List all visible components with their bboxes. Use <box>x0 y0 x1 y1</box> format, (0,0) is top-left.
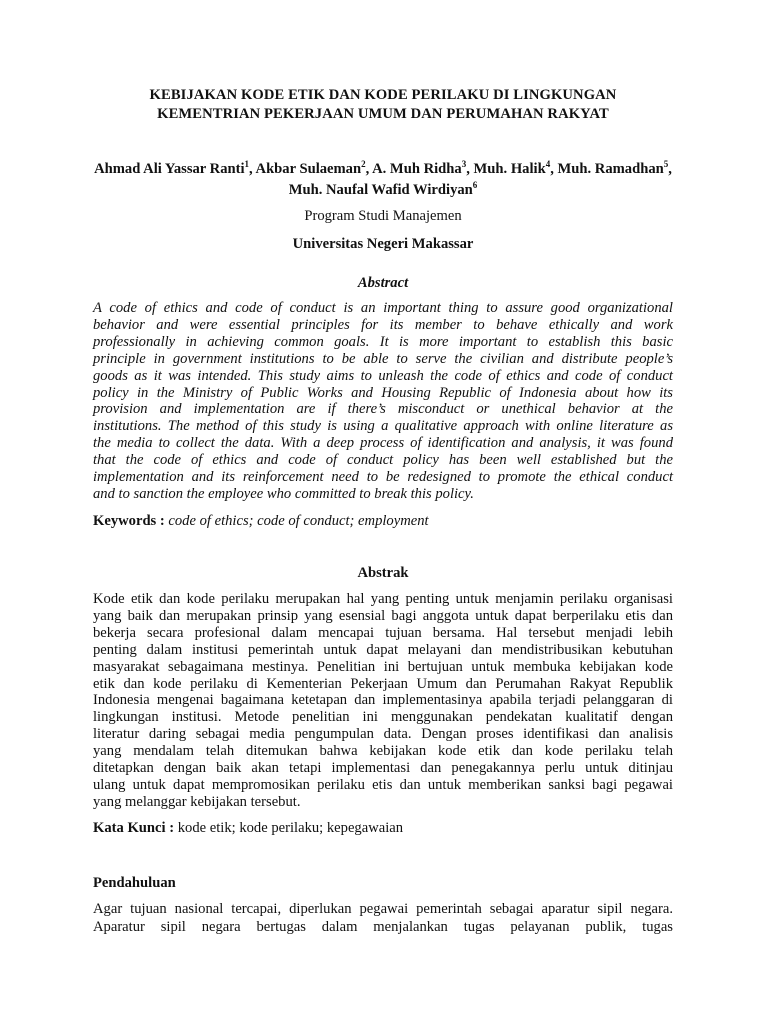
author-name: Muh. Halik <box>473 161 546 177</box>
pendahuluan-line: Aparatur sipil negara bertugas dalam menjalankan tugas pelayanan publik, tugas <box>93 918 673 935</box>
abstrak-body <box>93 591 673 811</box>
keywords <box>93 512 673 530</box>
pendahuluan-line: Agar tujuan nasional tercapai, diperlukan pegawai pemerintah sebagai aparatur sipil negara. <box>93 901 673 917</box>
abstrak-line: yang baik dan merupakan prinsip yang esensial bagi anggota untuk dapat berperilaku etis dan <box>93 607 673 624</box>
abstrak-line: yang melanggar kebijakan tersebut. <box>93 793 301 810</box>
author-name: Muh. Naufal Wafid Wirdiyan <box>288 182 473 198</box>
author-name: Akbar Sulaeman <box>255 161 362 177</box>
affiliation-university: Universitas Negeri Makassar <box>292 236 474 252</box>
abstrak-line: penting dalam institusi pemerintah untuk dapat melayani dan mendistribusikan kebutuhan <box>93 641 673 658</box>
abstract-line: behavior and were essential principles for its member to behave ethically and work <box>93 316 673 333</box>
author-name: A. Muh Ridha <box>372 161 462 177</box>
abstract-line: goods as it was intended. This study aims to unleash the code of ethics and code of conduct <box>93 367 673 384</box>
abstract-line: A code of ethics and code of conduct is an important thing to assure good organizational <box>93 300 673 316</box>
author-affiliation-number: 5 <box>663 159 669 169</box>
abstrak-line: etik dan kode perilaku di Kementerian Pekerjaan Umum dan Perumahan Rakyat Republik <box>93 675 673 692</box>
title-line-2: KEMENTRIAN PEKERJAAN UMUM DAN PERUMAHAN RAKYAT <box>157 106 609 122</box>
abstract-line: provision and implementation are if there’s misconduct or unethical behavior at the <box>93 401 673 418</box>
kata-kunci <box>93 819 673 837</box>
abstrak-line: literatur daring sebagai media pengumpulan data. Dengan proses identifikasi dan analisis <box>93 726 673 743</box>
author-list: Ahmad Ali Yassar Ranti$^1$, Akbar Sulaeman$^2$, A. Muh Ridha$^3$, Muh. Halik$^4$, Muh. Ramadhan$^5$, Muh. Naufal Wafid Wirdiyan$^6$ <box>94 159 672 198</box>
keywords-value: code of ethics; code of conduct; employment <box>168 513 429 529</box>
kata-kunci-label: Kata Kunci : <box>93 820 175 836</box>
abstract-heading: Abstract <box>357 275 409 291</box>
abstract-line: and to sanction the employee who committed to break this policy. <box>93 485 474 502</box>
abstrak-line: masyarakat sebagaimana mestinya. Penelitian ini bertujuan untuk membuka kebijakan kode <box>93 658 673 675</box>
author-name: Ahmad Ali Yassar Ranti <box>94 161 245 177</box>
abstrak-line: ulang untuk dapat mempromosikan perilaku etis dan untuk memberikan sanksi bagi pegawai <box>93 776 673 793</box>
paper-title <box>93 86 673 124</box>
section-heading-pendahuluan: Pendahuluan <box>93 875 176 891</box>
author-affiliation-number: 2 <box>361 159 366 169</box>
abstrak-line: Kode etik dan kode perilaku merupakan hal yang penting untuk menjamin perilaku organisasi <box>93 591 673 607</box>
author-affiliation-number: 3 <box>461 159 467 169</box>
abstract-line: principle in government institutions to be able to serve the civilian and distribute people’s <box>93 350 673 367</box>
abstract-line: policy in the Ministry of Public Works and Housing Republic of Indonesia about how its <box>93 384 673 401</box>
abstrak-line: bekerja secara profesional dalam mencapai tujuan bersama. Hal tersebut menjadi lebih <box>93 624 673 641</box>
keywords-label: Keywords : <box>93 513 165 529</box>
affiliation-program: Program Studi Manajemen <box>304 208 462 224</box>
abstract-line: institutions. The method of this study is using a qualitative approach with online literature as <box>93 418 673 435</box>
abstract-line: the media to collect the data. With a deep process of identification and analysis, it was found <box>93 435 673 452</box>
abstract-body <box>93 300 673 503</box>
abstract-line: that the code of ethics and code of conduct policy has been well established but the <box>93 452 673 469</box>
abstrak-line: yang mendalam telah ditemukan bahwa kebijakan kode etik dan kode perilaku telah <box>93 743 673 760</box>
abstract-line: implementation and its reinforcement need to be redesigned to promote the ethical conduct <box>93 469 673 486</box>
author-name: Muh. Ramadhan <box>557 161 664 177</box>
abstrak-line: Indonesia mengenai bagaimana ketetapan dan implementasinya apabila terjadi pelanggaran di <box>93 692 673 709</box>
abstrak-heading: Abstrak <box>357 565 409 581</box>
title-line-1: KEBIJAKAN KODE ETIK DAN KODE PERILAKU DI LINGKUNGAN <box>149 87 617 103</box>
abstract-line: professionally in achieving common goals. It is more important to establish this basic <box>93 333 673 350</box>
kata-kunci-value: kode etik; kode perilaku; kepegawaian <box>177 820 404 836</box>
author-affiliation-number: 6 <box>472 180 478 190</box>
author-affiliation-number: 1 <box>244 159 250 169</box>
abstrak-line: ditetapkan dengan baik akan tetapi implementasi dan penegakannya perlu untuk ditinjau <box>93 760 673 777</box>
abstrak-line: lingkungan institusi. Metode penelitian ini menggunakan pendekatan kualitatif dengan <box>93 709 673 726</box>
author-affiliation-number: 4 <box>545 159 551 169</box>
pendahuluan-body <box>93 901 673 936</box>
